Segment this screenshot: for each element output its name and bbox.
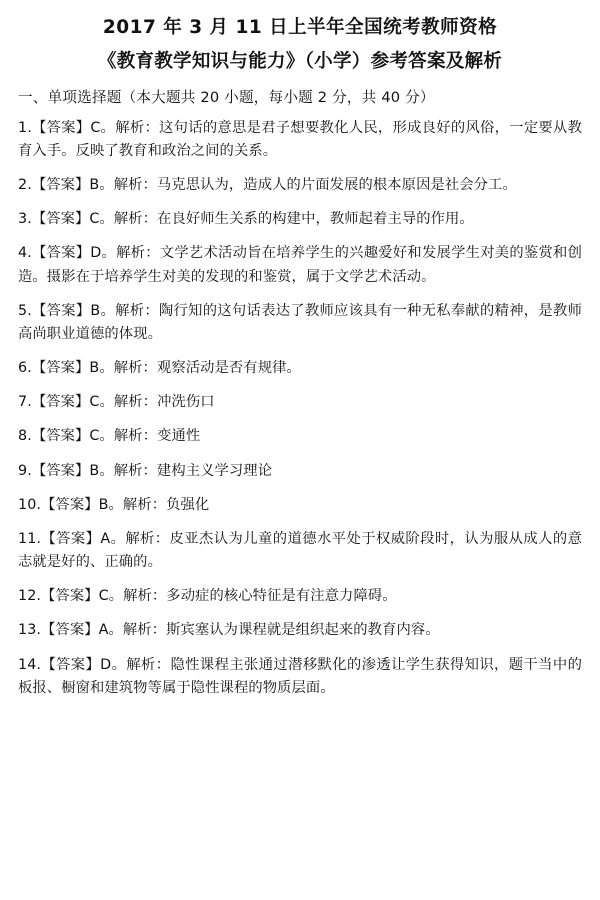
answer-item: 6.【答案】B。解析：观察活动是否有规律。: [18, 360, 301, 377]
answer-item: 2.【答案】B。解析：马克思认为，造成人的片面发展的根本原因是社会分工。: [18, 177, 517, 194]
answers-list: [18, 117, 582, 700]
answer-item: 7.【答案】C。解析：冲洗伤口: [18, 394, 215, 411]
answer-item: 3.【答案】C。解析：在良好师生关系的构建中，教师起着主导的作用。: [18, 211, 474, 228]
page-title-line-2: 《教育教学知识与能力》（小学）参考答案及解析: [97, 50, 503, 72]
page-title-line-1: 2017 年 3 月 11 日上半年全国统考教师资格: [102, 17, 498, 38]
answer-item: 12.【答案】C。解析：多动症的核心特征是有注意力障碍。: [18, 588, 397, 605]
answer-item: 10.【答案】B。解析：负强化: [18, 496, 210, 513]
answer-item: 14.【答案】D。解析：隐性课程主张通过潜移默化的渗透让学生获得知识，题干当中的板报、橱窗和建筑物等属于隐性课程的物质层面。: [18, 656, 582, 696]
answer-item: 13.【答案】A。解析：斯宾塞认为课程就是组织起来的教育内容。: [18, 622, 440, 639]
answer-item: 9.【答案】B。解析：建构主义学习理论: [18, 462, 273, 479]
answer-item: 11.【答案】A。解析：皮亚杰认为儿童的道德水平处于权威阶段时，认为服从成人的意志就是好的、正确的。: [18, 530, 582, 571]
answer-item: 4.【答案】D。解析：文学艺术活动旨在培养学生的兴趣爱好和发展学生对美的鉴赏和创造。摄影在于培养学生对美的发现的和鉴赏，属于文学艺术活动。: [18, 245, 582, 285]
section-heading: 一、单项选择题（本大题共 20 小题，每小题 2 分，共 40 分）: [18, 88, 435, 106]
answer-item: 1.【答案】C。解析：这句话的意思是君子想要教化人民，形成良好的风俗，一定要从教育入手。反映了教育和政治之间的关系。: [18, 119, 582, 159]
answer-item: 8.【答案】C。解析：变通性: [18, 428, 201, 445]
answer-item: 5.【答案】B。解析：陶行知的这句话表达了教师应该具有一种无私奉献的精神，是教师高尚职业道德的体现。: [18, 302, 582, 342]
document-title-block: [18, 14, 582, 76]
